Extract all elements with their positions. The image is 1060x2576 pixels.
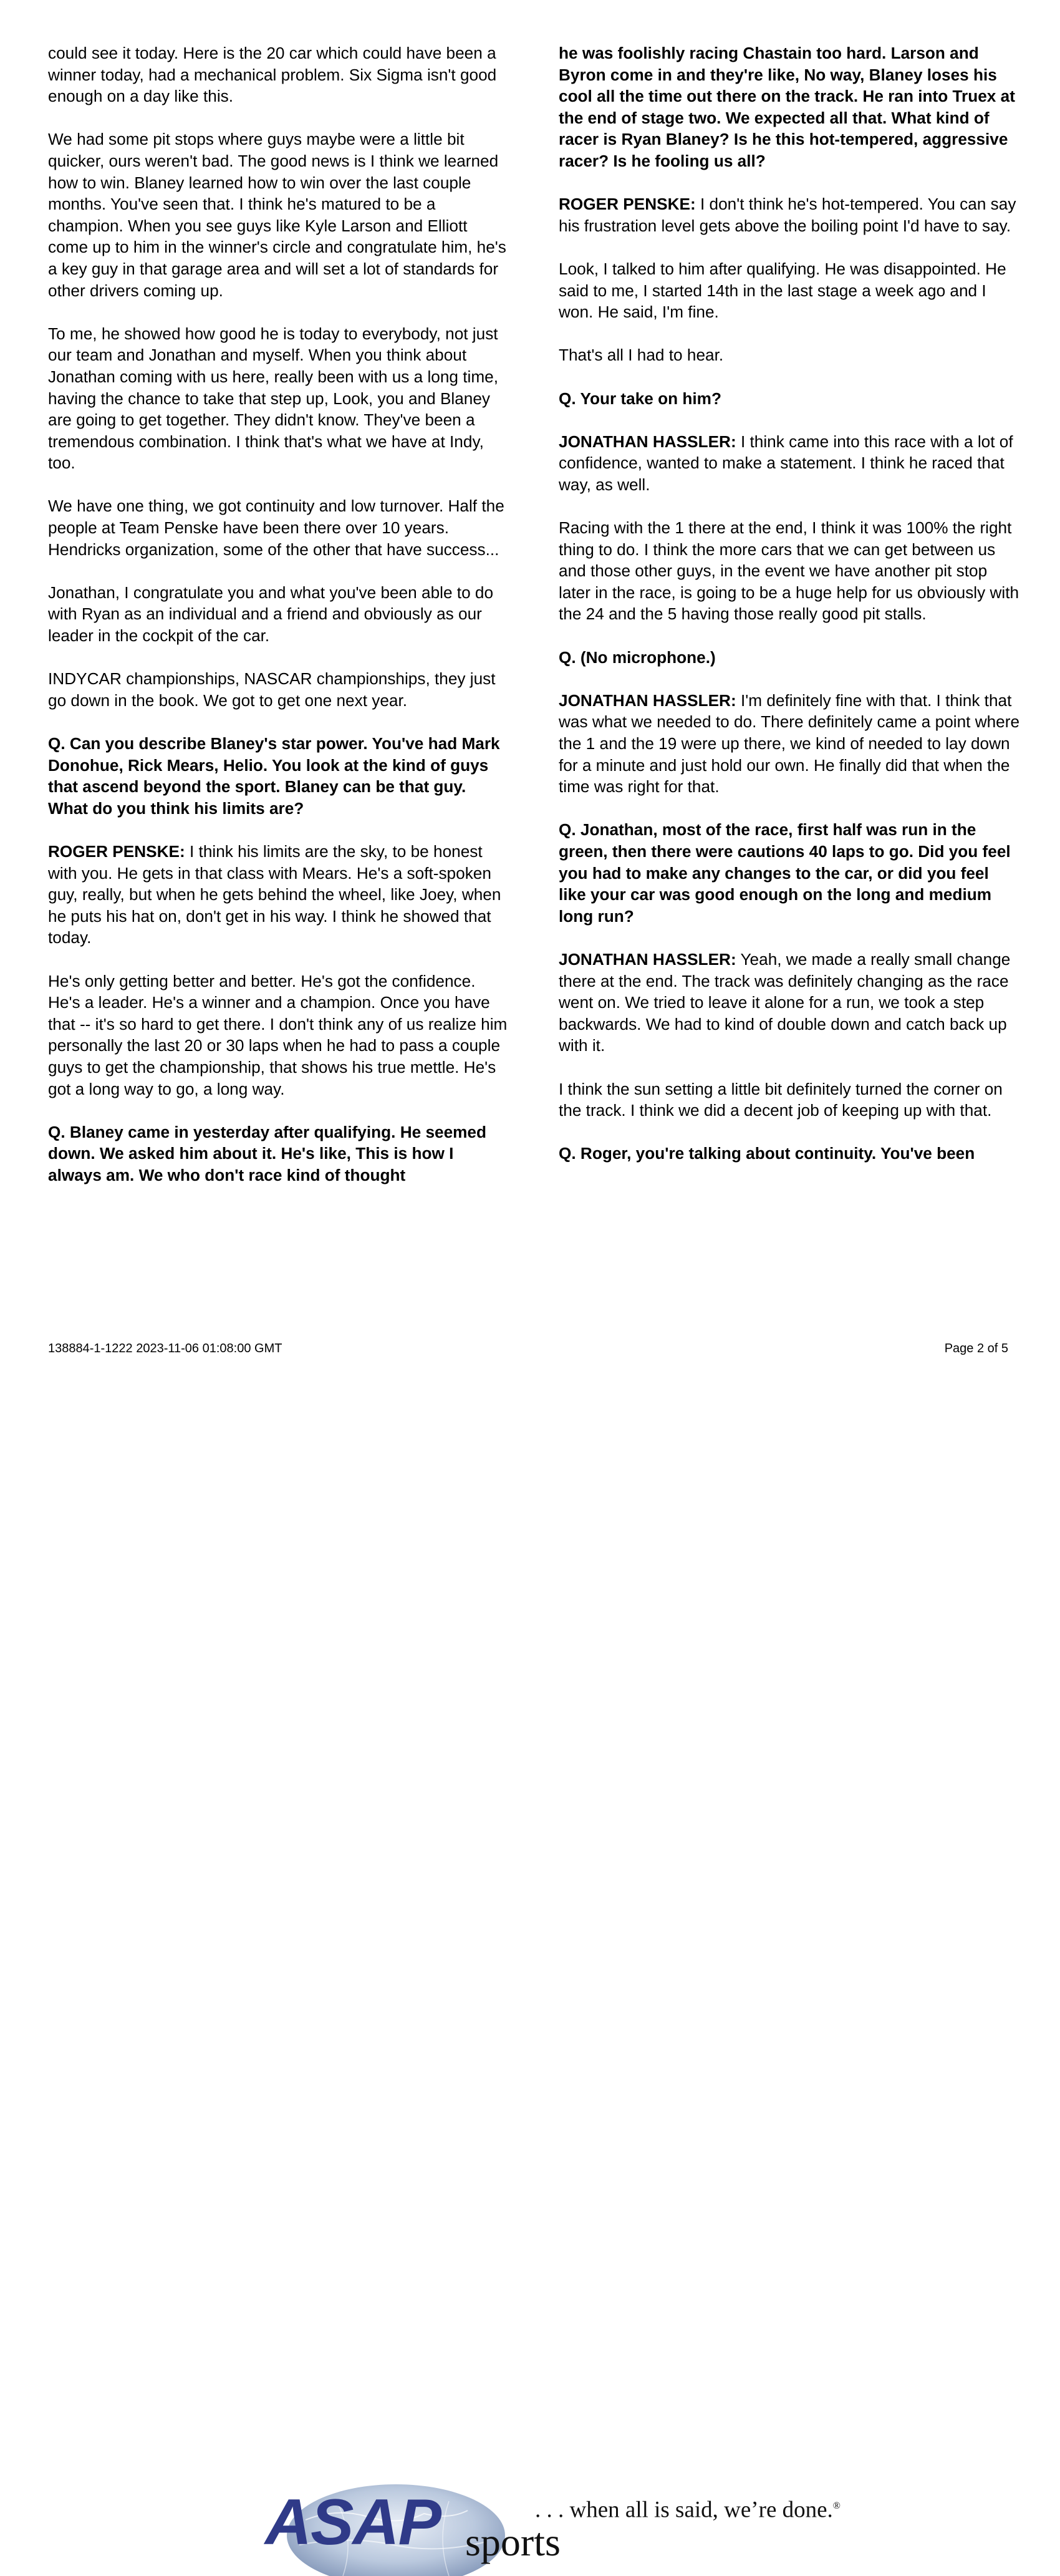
question: Q. Jonathan, most of the race, first half was run in the green, then there were cautions 40 laps to go. Did you feel you had to make any changes to the car, or did you feel like your car was good enough on the long and medium long run?	[559, 820, 1011, 926]
paragraph: To me, he showed how good he is today to everybody, not just our team and Jonathan and myself. When you think about Jonathan coming with us here, really been with us a long time, having the chance to take that step up, Look, you and Blaney are going to get together. They didn't know. They've been a tremendous combination. I think that's what we have at Indy, too.	[48, 324, 499, 473]
question: Q. Blaney came in yesterday after qualifying. He seemed down. We asked him about it. He's like, This is how I always am. We who don't race kind of thought	[48, 1122, 486, 1184]
answer-text: I think his limits are the sky, to be honest with you. He gets in that class with Mears. He's a soft-spoken guy, really, but when he gets behind the wheel, like Joey, when he puts his hat on, don't get in his way. I think he showed that today.	[48, 841, 501, 947]
question: he was foolishly racing Chastain too hard. Larson and Byron come in and they're like, No way, Blaney loses his cool all the time out there on the track. He ran into Truex at the end of stage two. We expected all that. What kind of racer is Ryan Blaney? Is he this hot-tempered, aggressive racer? Is he fooling us all?	[559, 44, 1015, 170]
answer-text: I think came into this race with a lot of confidence, wanted to make a statement. I think he raced that way, as well.	[559, 432, 1013, 494]
paragraph: Racing with the 1 there at the end, I think it was 100% the right thing to do. I think the more cars that we can get between us and those other guys, in the event we have another pit stop later in the race, is going to be a huge help for us obviously with the 24 and the 5 having those really good pit stalls.	[559, 518, 1019, 624]
logo-wordmark: ASAP	[265, 2486, 440, 2559]
speaker-name: JONATHAN HASSLER:	[559, 690, 736, 710]
tagline	[535, 2494, 841, 2522]
question: Q. Can you describe Blaney's star power. You've had Mark Donohue, Rick Mears, Helio. You look at the kind of guys that ascend beyond the sport. Blaney can be that guy. What do you think his limits are?	[48, 734, 500, 818]
paragraph: He's only getting better and better. He's got the confidence. He's a leader. He's a winner and a champion. Once you have that -- it's so hard to get there. I don't think any of us realize him personally the last 20 or 30 laps when he had to pass a couple guys to get the championship, that shows his true mettle. He's got a long way to go, a long way.	[48, 971, 508, 1098]
speaker-name: ROGER PENSKE:	[48, 841, 185, 861]
speaker-name: JONATHAN HASSLER:	[559, 949, 736, 969]
paragraph: We have one thing, we got continuity and low turnover. Half the people at Team Penske have been there over 10 years. Hendricks organization, some of the other that have success...	[48, 496, 504, 559]
right-column	[559, 42, 1020, 1165]
question: Q. Roger, you're talking about continuity. You've been	[559, 1144, 975, 1163]
answer	[559, 193, 1020, 236]
question: Q. Your take on him?	[559, 389, 721, 408]
speaker-name: JONATHAN HASSLER:	[559, 432, 736, 451]
paragraph: We had some pit stops where guys maybe were a little bit quicker, ours weren't bad. The good news is I think we learned how to win. Blaney learned how to win over the last couple months. You've seen that. I think he's matured to be a champion. When you see guys like Kyle Larson and Elliott come up to him in the winner's circle and congratulate him, he's a key guy in that garage area and will set a lot of standards for other drivers coming up.	[48, 130, 506, 300]
paragraph: INDYCAR championships, NASCAR championships, they just go down in the book. We got to get one next year.	[48, 669, 496, 710]
paragraph: That's all I had to hear.	[559, 346, 724, 365]
answer-text: Yeah, we made a really small change there at the end. The track was definitely changing as the race went on. We tried to leave it alone for a run, we took a step backwards. We had to kind of double down and catch back up with it.	[559, 949, 1011, 1055]
paragraph: Look, I talked to him after qualifying. He was disappointed. He said to me, I started 14th in the last stage a week ago and I won. He said, I'm fine.	[559, 259, 1006, 322]
answer	[559, 690, 1020, 798]
document-id: 138884-1-1222 2023-11-06 01:08:00 GMT	[48, 1342, 282, 1355]
answer	[559, 949, 1020, 1057]
answer	[48, 841, 509, 949]
answer-text: I don't think he's hot-tempered. You can say his frustration level gets above the boiling point I'd have to say.	[559, 195, 1016, 235]
paragraph: I think the sun setting a little bit definitely turned the corner on the track. I think we did a decent job of keeping up with that.	[559, 1079, 1003, 1120]
answer-text: I'm definitely fine with that. I think that was what we needed to do. There definitely came a point where the 1 and the 19 were up there, we kind of needed to lay down for a minute and just hold our own. He finally did that when the time was right for that.	[559, 690, 1020, 797]
registered-mark: ®	[832, 2501, 841, 2511]
answer	[559, 431, 1020, 496]
question: Q. (No microphone.)	[559, 647, 716, 667]
speaker-name: ROGER PENSKE:	[559, 195, 696, 214]
left-column	[48, 42, 509, 1186]
paragraph: Jonathan, I congratulate you and what you've been able to do with Ryan as an individual and a friend and obviously as our leader in the cockpit of the car.	[48, 583, 494, 646]
tagline-text: . . . when all is said, we’re done.	[535, 2497, 833, 2523]
logo-subtitle: sports	[465, 2520, 561, 2564]
paragraph: could see it today. Here is the 20 car which could have been a winner today, had a mechanical problem. Six Sigma isn't good enough on a day like this.	[48, 44, 497, 106]
page-number: Page 2 of 5	[944, 1342, 1008, 1355]
